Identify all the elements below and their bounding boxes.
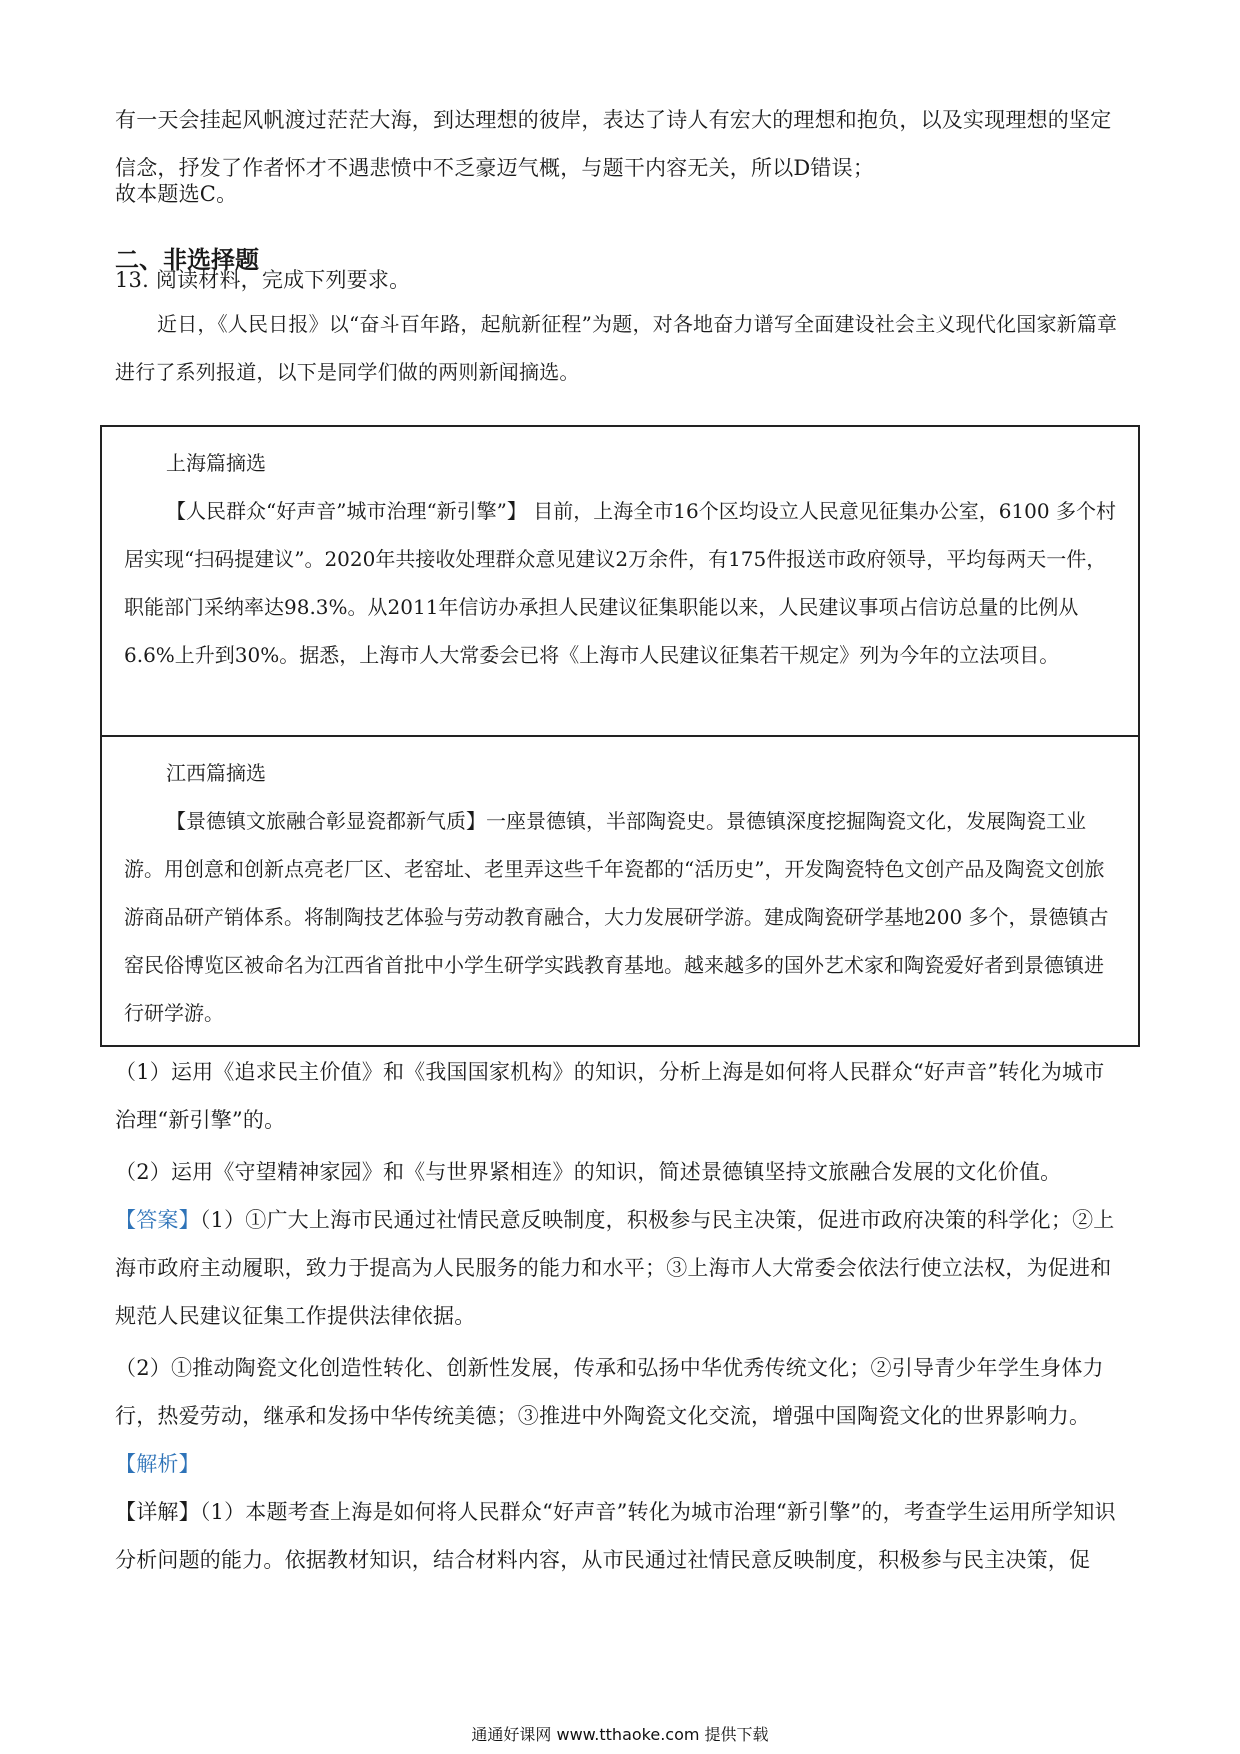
box-body-jiangxi: 【景德镇文旅融合彰显瓷都新气质】一座景德镇，半部陶瓷史。景德镇深度挖掘陶瓷文化，发展陶瓷工业游。用创意和创新点亮老厂区、老窑址、老里弄这些千年瓷都的“活历史”，开发陶瓷特色文创产品及陶瓷文创旅游商品研产销体系。将制陶技艺体验与劳动教育融合，大力发展研学游。建成陶瓷研学基地200 多个，景德镇古窑民俗博览区被命名为江西省首批中小学生研学实践教育基地。越来越多的国外艺术家和陶瓷爱好者到景德镇进行研学游。: [124, 809, 1109, 1025]
detail-label: 【详解】: [115, 1500, 200, 1524]
box-title-shanghai: 上海篇摘选: [166, 451, 266, 475]
material-box-shanghai: [100, 425, 1140, 737]
material-box-jiangxi: [100, 735, 1140, 1047]
analysis-label: 【解析】: [115, 1452, 200, 1476]
answer-label: 【答案】: [115, 1208, 200, 1232]
answer-1-text: （1）①广大上海市民通过社情民意反映制度，积极参与民主决策，促进市政府决策的科学化；②上海市政府主动履职，致力于提高为人民服务的能力和水平；③上海市人大常委会依法行使立法权，为促进和规范人民建议征集工作提供法律依据。: [115, 1208, 1115, 1328]
sub-question-1: （1）运用《追求民主价值》和《我国国家机构》的知识，分析上海是如何将人民群众“好声音”转化为城市治理“新引擎”的。: [115, 1060, 1105, 1132]
section-title: 二、非选择题: [115, 246, 259, 274]
sub-question-2: （2）运用《守望精神家园》和《与世界紧相连》的知识，简述景德镇坚持文旅融合发展的文化价值。: [115, 1160, 1062, 1184]
box-body-shanghai: 【人民群众“好声音”城市治理“新引擎”】 目前，上海全市16个区均设立人民意见征集办公室，6100 多个村居实现“扫码提建议”。2020年共接收处理群众意见建议2万余件，有175件报送市政府领导，平均每两天一件，职能部门采纳率达98.3%。从2011年信访办承担人民建议征集职能以来，人民建议事项占信访总量的比例从6.6%上升到30%。据悉，上海市人大常委会已将《上海市人民建议征集若干规定》列为今年的立法项目。: [124, 499, 1116, 667]
answer-1: [115, 1196, 1125, 1340]
box-title-jiangxi: 江西篇摘选: [166, 761, 266, 785]
question-stem: 13. 阅读材料，完成下列要求。: [115, 268, 411, 292]
detail-text: （1）本题考查上海是如何将人民群众“好声音”转化为城市治理“新引擎”的，考查学生运用所学知识分析问题的能力。依据教材知识，结合材料内容，从市民通过社情民意反映制度，积极参与民主决策，促: [115, 1500, 1116, 1572]
question-lead: 近日，《人民日报》以“奋斗百年路，起航新征程”为题，对各地奋力谱写全面建设社会主义现代化国家新篇章进行了系列报道，以下是同学们做的两则新闻摘选。: [115, 312, 1118, 384]
page-footer: 通通好课网 www.tthaoke.com 提供下载: [471, 1725, 769, 1744]
intro-conclusion: 故本题选C。: [115, 182, 238, 206]
detail-paragraph: [115, 1488, 1125, 1584]
intro-paragraph: 有一天会挂起风帆渡过茫茫大海，到达理想的彼岸，表达了诗人有宏大的理想和抱负，以及实现理想的坚定信念，抒发了作者怀才不遇悲愤中不乏豪迈气概，与题干内容无关，所以D错误；: [115, 108, 1112, 180]
answer-2: （2）①推动陶瓷文化创造性转化、创新性发展，传承和弘扬中华优秀传统文化；②引导青少年学生身体力行，热爱劳动，继承和发扬中华传统美德；③推进中外陶瓷文化交流，增强中国陶瓷文化的世界影响力。: [115, 1356, 1104, 1428]
